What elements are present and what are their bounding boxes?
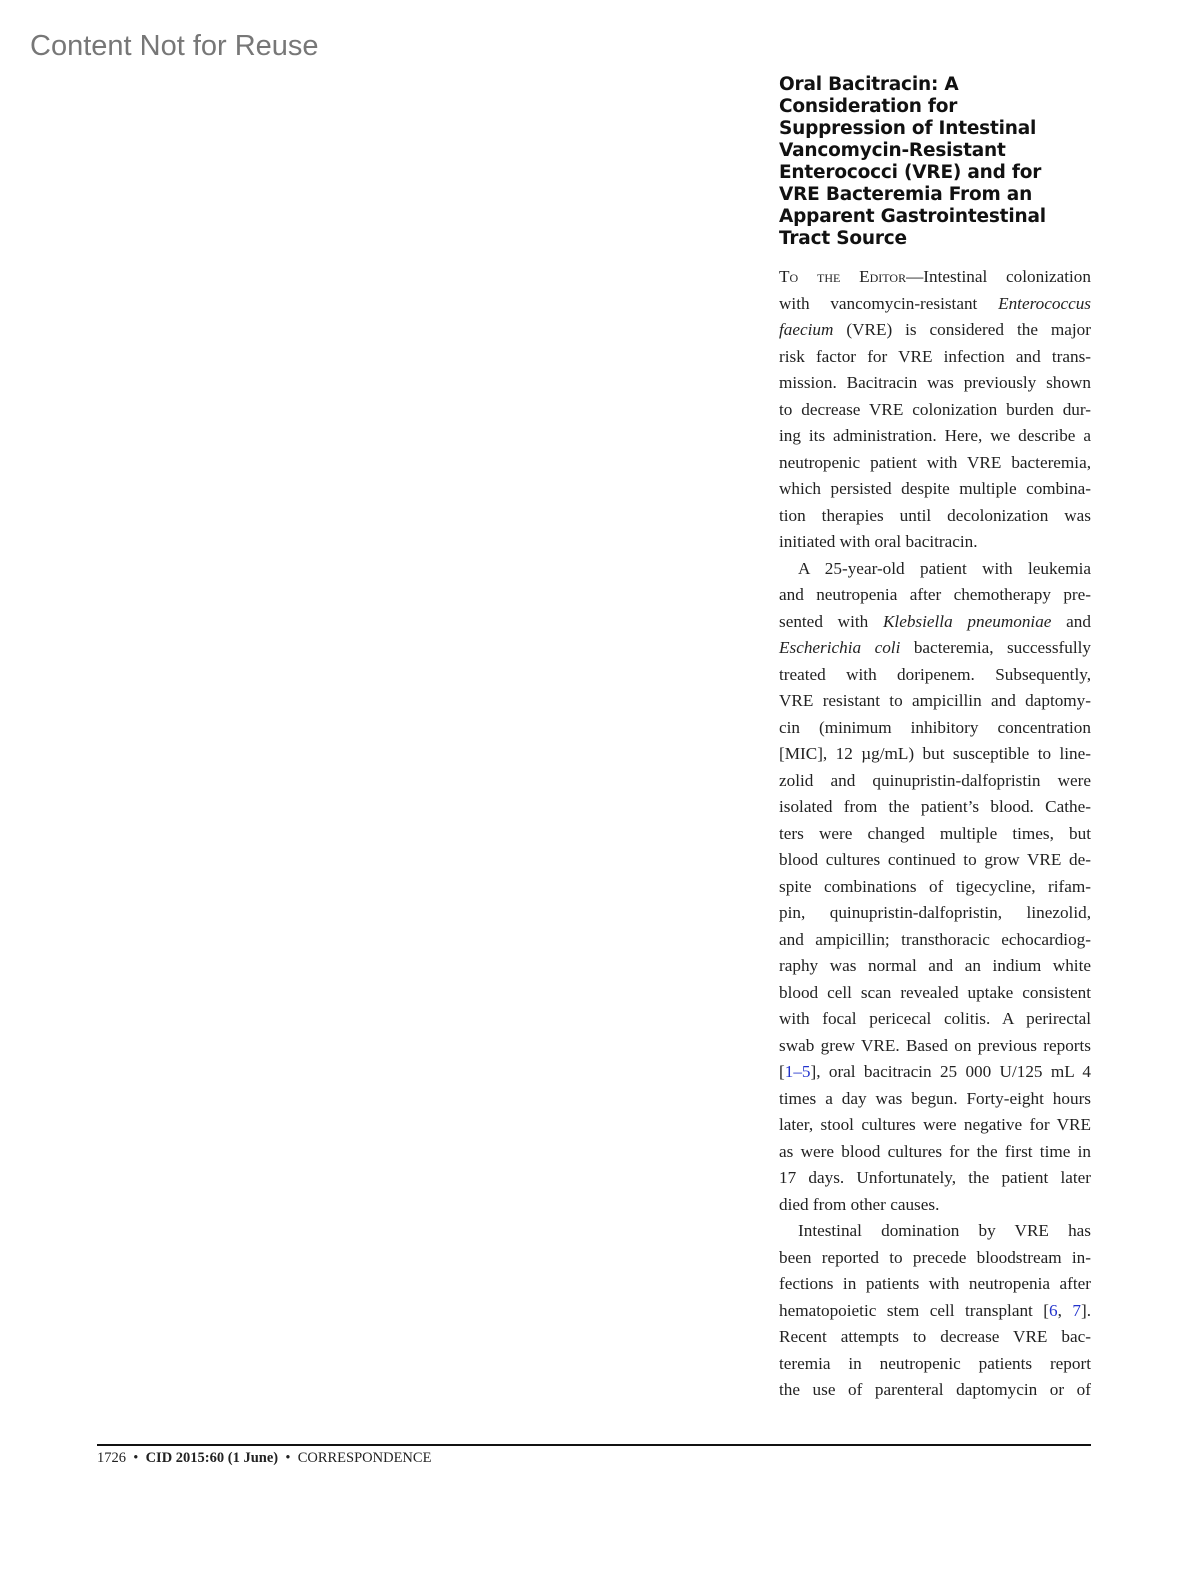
text-segment: Recent attempts to decrease VRE bac- <box>779 1327 1091 1346</box>
text-segment: with focal pericecal colitis. A perirectal <box>779 1009 1091 1028</box>
reference-link[interactable]: 7 <box>1072 1300 1081 1320</box>
title-line: Enterococci (VRE) and for <box>779 162 1042 183</box>
text-line <box>779 291 1091 318</box>
watermark: Content Not for Reuse <box>30 30 319 62</box>
title-line: Apparent Gastrointestinal <box>779 206 1046 227</box>
text-segment: and ampicillin; transthoracic echocardiog- <box>779 929 1091 949</box>
text-line <box>779 1033 1091 1060</box>
text-line <box>779 715 1091 742</box>
text-line <box>779 423 1091 450</box>
italic-text: Klebsiella pneumoniae <box>882 611 1052 631</box>
section-name: CORRESPONDENCE <box>297 1450 432 1466</box>
text-line <box>779 741 1091 768</box>
text-line <box>779 1086 1091 1113</box>
text-segment: times a day was begun. Forty-eight hours <box>779 1088 1091 1108</box>
text-line <box>779 1006 1091 1033</box>
text-line <box>779 821 1091 848</box>
text-line <box>779 529 1091 556</box>
text-segment: ing its administration. Here, we describe a <box>779 426 1091 445</box>
text-segment: zolid and quinupristin-dalfopristin were <box>779 770 1091 790</box>
article-body <box>779 264 1091 1404</box>
text-segment: A 25-year-old patient with leukemia <box>798 558 1091 578</box>
paragraph <box>779 264 1091 556</box>
text-segment: and <box>1051 611 1091 631</box>
text-segment: teremia in neutropenic patients report <box>779 1353 1091 1373</box>
text-segment: tion therapies until decolonization was <box>779 505 1091 525</box>
text-segment: VRE resistant to ampicillin and daptomy- <box>779 691 1091 710</box>
text-segment: —Intestinal colonization <box>906 267 1091 286</box>
text-line <box>779 635 1091 662</box>
text-line <box>779 264 1091 291</box>
article-column <box>779 74 1091 1404</box>
text-line <box>779 1059 1091 1086</box>
text-segment: isolated from the patient’s blood. Cathe- <box>779 797 1091 816</box>
text-segment: cin (minimum inhibitory concentration <box>779 717 1091 737</box>
text-segment: treated with doripenem. Subsequently, <box>779 664 1091 684</box>
article-title <box>779 74 1091 250</box>
text-segment: been reported to precede bloodstream in- <box>779 1247 1091 1267</box>
text-line <box>779 1139 1091 1166</box>
text-line <box>779 1351 1091 1378</box>
text-segment: ters were changed multiple times, but <box>779 823 1091 843</box>
text-segment: 17 days. Unfortunately, the patient later <box>779 1168 1091 1187</box>
text-segment: to decrease VRE colonization burden dur- <box>779 399 1091 419</box>
italic-text: faecium <box>779 320 834 339</box>
text-line <box>779 953 1091 980</box>
text-line <box>779 874 1091 901</box>
text-line <box>779 476 1091 503</box>
text-line <box>779 1218 1091 1245</box>
text-line <box>779 768 1091 795</box>
title-line: VRE Bacteremia From an <box>779 184 1033 205</box>
text-segment: [MIC], 12 µg/mL) but susceptible to line- <box>779 744 1091 763</box>
paragraph <box>779 556 1091 1219</box>
text-segment: bacteremia, successfully <box>900 638 1092 657</box>
text-segment: To the Editor <box>779 267 907 286</box>
text-line <box>779 317 1091 344</box>
text-line <box>779 1324 1091 1351</box>
title-line: Oral Bacitracin: A <box>779 74 959 95</box>
text-segment: Intestinal domination by VRE has <box>798 1221 1091 1240</box>
text-line <box>779 344 1091 371</box>
text-line <box>779 556 1091 583</box>
text-segment: blood cell scan revealed uptake consistent <box>779 982 1091 1002</box>
text-segment: died from other causes. <box>779 1194 940 1214</box>
title-line: Suppression of Intestinal <box>779 118 1037 139</box>
text-line <box>779 1165 1091 1192</box>
italic-text: Enterococcus <box>998 293 1091 313</box>
text-line <box>779 582 1091 609</box>
reference-link[interactable]: 6 <box>1049 1300 1058 1320</box>
text-segment: fections in patients with neutropenia after <box>779 1274 1091 1293</box>
text-segment: (VRE) is considered the major <box>833 320 1091 339</box>
text-segment: blood cultures continued to grow VRE de- <box>779 850 1091 869</box>
journal-citation: CID 2015:60 <box>145 1450 225 1466</box>
italic-text: Escherichia coli <box>779 638 901 657</box>
bullet: • <box>285 1450 291 1466</box>
text-segment: ]. <box>1080 1300 1091 1320</box>
text-line <box>779 397 1091 424</box>
text-segment: spite combinations of tigecycline, rifam- <box>779 876 1091 896</box>
page-number: 1726 <box>97 1450 126 1466</box>
text-segment: ], oral bacitracin 25 000 U/125 mL 4 <box>810 1062 1091 1081</box>
bullet: • <box>133 1450 139 1466</box>
text-segment: , <box>1057 1300 1073 1320</box>
text-line <box>779 1271 1091 1298</box>
title-line: Tract Source <box>779 228 907 249</box>
text-line <box>779 900 1091 927</box>
text-line <box>779 1298 1091 1325</box>
title-line: Vancomycin-Resistant <box>779 140 1006 161</box>
page-footer <box>97 1450 431 1467</box>
text-segment: with vancomycin-resistant <box>779 293 999 313</box>
text-line <box>779 662 1091 689</box>
text-line <box>779 794 1091 821</box>
issue-date: (1 June) <box>227 1450 279 1466</box>
text-line <box>779 980 1091 1007</box>
text-line <box>779 503 1091 530</box>
text-segment: raphy was normal and an indium white <box>779 956 1091 975</box>
text-line <box>779 1245 1091 1272</box>
title-line: Consideration for <box>779 96 958 117</box>
footer-rule <box>97 1444 1091 1446</box>
text-segment: which persisted despite multiple combina- <box>779 479 1091 498</box>
reference-link[interactable]: 1–5 <box>784 1062 811 1081</box>
text-segment: neutropenic patient with VRE bacteremia, <box>779 452 1091 472</box>
paragraph <box>779 1218 1091 1404</box>
text-segment: [ <box>779 1062 785 1081</box>
text-segment: pin, quinupristin-dalfopristin, linezolid, <box>779 903 1091 922</box>
text-segment: and neutropenia after chemotherapy pre- <box>779 585 1091 604</box>
text-segment: hematopoietic stem cell transplant [ <box>779 1300 1050 1320</box>
text-segment: swab grew VRE. Based on previous reports <box>779 1035 1091 1055</box>
text-line <box>779 927 1091 954</box>
text-segment: later, stool cultures were negative for VRE <box>779 1115 1091 1134</box>
text-line <box>779 450 1091 477</box>
text-segment: initiated with oral bacitracin. <box>779 532 978 551</box>
text-line <box>779 1192 1091 1219</box>
text-line <box>779 688 1091 715</box>
text-segment: as were blood cultures for the first time in <box>779 1141 1091 1161</box>
text-line <box>779 1377 1091 1404</box>
text-segment: sented with <box>779 611 883 631</box>
text-line <box>779 609 1091 636</box>
text-segment: mission. Bacitracin was previously shown <box>779 373 1091 392</box>
text-segment: the use of parenteral daptomycin or of <box>779 1380 1091 1399</box>
text-line <box>779 370 1091 397</box>
text-segment: risk factor for VRE infection and trans- <box>779 346 1091 366</box>
text-line <box>779 847 1091 874</box>
text-line <box>779 1112 1091 1139</box>
